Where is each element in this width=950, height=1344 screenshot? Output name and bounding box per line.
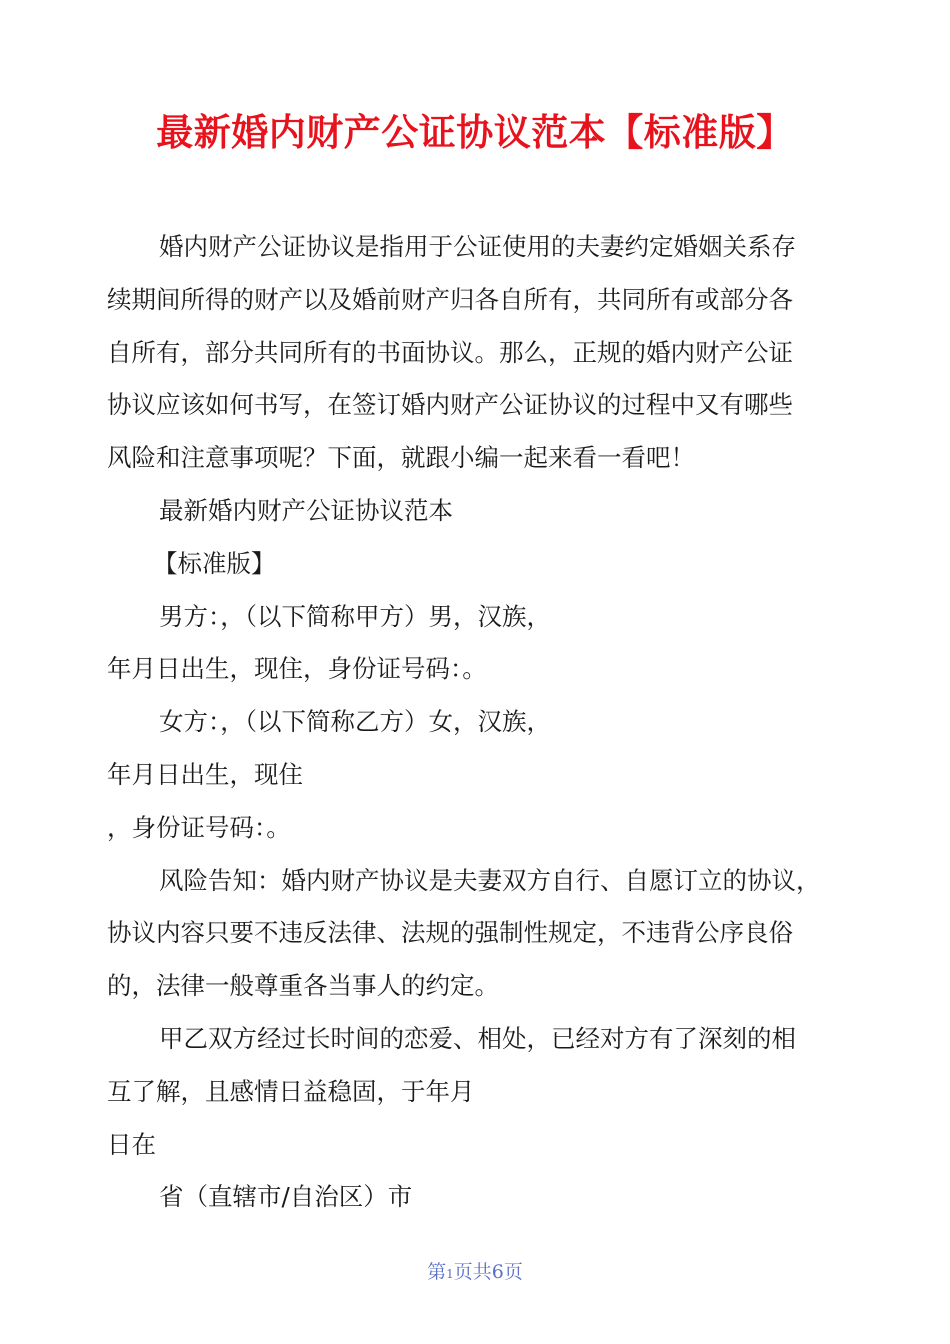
paragraph-line: 风险和注意事项呢？下面，就跟小编一起来看一看吧！ xyxy=(107,443,695,473)
agreement-line: 省（直辖市/自治区）市 xyxy=(159,1182,413,1212)
agreement-line: 互了解，且感情日益稳固，于年月 xyxy=(107,1076,475,1106)
paragraph-line: 协议应该如何书写，在签订婚内财产公证协议的过程中又有哪些 xyxy=(107,390,793,420)
footer-page-number: 1 xyxy=(446,1267,454,1281)
agreement-line: 甲乙双方经过长时间的恋爱、相处，已经对方有了深刻的相 xyxy=(159,1023,796,1053)
paragraph-line: 婚内财产公证协议是指用于公证使用的夫妻约定婚姻关系存 xyxy=(159,232,796,261)
party-b-line: 女方：，（以下简称乙方）女，汉族， xyxy=(159,707,551,737)
risk-notice-line: 协议内容只要不违反法律、法规的强制性规定，不违背公序良俗 xyxy=(107,918,793,948)
footer-prefix: 第 xyxy=(427,1261,447,1283)
footer-middle: 页共 xyxy=(453,1261,492,1283)
section-heading: 最新婚内财产公证协议范本 xyxy=(159,495,453,525)
paragraph-line: 续期间所得的财产以及婚前财产归各自所有，共同所有或部分各 xyxy=(107,284,793,314)
footer-suffix: 页 xyxy=(503,1261,523,1283)
party-a-line: 男方：，（以下简称甲方）男，汉族， xyxy=(159,601,551,631)
document-body xyxy=(107,221,867,1224)
paragraph-line: 自所有，部分共同所有的书面协议。那么，正规的婚内财产公证 xyxy=(107,337,793,367)
section-subheading: 【标准版】 xyxy=(153,548,276,578)
agreement-line: 日在 xyxy=(107,1129,156,1159)
footer-total-pages: 6 xyxy=(491,1261,504,1283)
party-b-details: 年月日出生，现住 xyxy=(107,759,303,789)
party-b-id: ，身份证号码：。 xyxy=(107,812,291,842)
risk-notice-line: 风险告知：婚内财产协议是夫妻双方自行、自愿订立的协议， xyxy=(159,865,821,895)
page-title: 最新婚内财产公证协议范本【标准版】 xyxy=(156,111,794,154)
risk-notice-line: 的，法律一般尊重各当事人的约定。 xyxy=(107,971,499,1001)
party-a-details: 年月日出生，现住，身份证号码：。 xyxy=(107,654,487,684)
page-footer xyxy=(0,1258,950,1288)
